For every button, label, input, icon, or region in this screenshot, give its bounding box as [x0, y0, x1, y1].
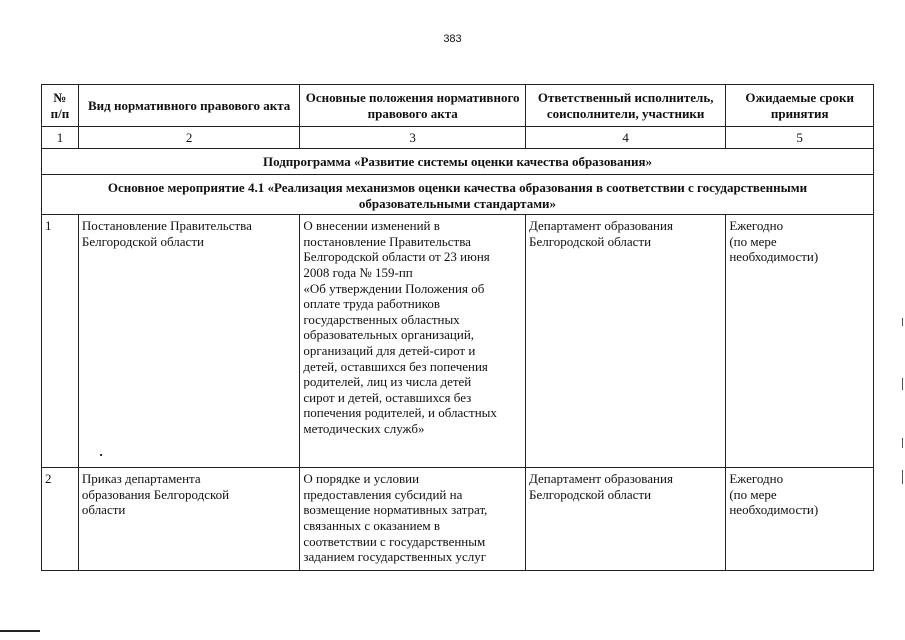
header-terms: Ожидаемые сроки принятия	[726, 85, 874, 127]
row-terms: Ежегодно (по мере необходимости)	[726, 215, 874, 468]
header-resp: Ответственный исполнитель, соисполнители, участники	[526, 85, 726, 127]
scan-mark	[902, 378, 903, 390]
row-num: 2	[42, 468, 79, 571]
row-resp: Департамент образования Белгородской области	[526, 468, 726, 571]
row-main: О внесении изменений в постановление Правительства Белгородской области от 23 июня 2008 года № 159-пп «Об утверждении Положения об оплате труда работников государственных областных образовательных организаций, организаций для детей-сирот и детей, оставшихся без попечения родителей, лиц из числа детей сирот и детей, оставшихся без попечения родителей, и областных методических служб»	[300, 215, 526, 468]
column-number: 1	[42, 127, 79, 149]
scan-speck	[100, 454, 102, 456]
row-terms: Ежегодно (по мере необходимости)	[726, 468, 874, 571]
row-num: 1	[42, 215, 79, 468]
column-number: 3	[300, 127, 526, 149]
subprogram-title: Подпрограмма «Развитие системы оценки качества образования»	[42, 149, 874, 175]
header-main: Основные положения нормативного правового акта	[300, 85, 526, 127]
scan-mark	[902, 438, 903, 448]
scan-mark	[902, 470, 903, 484]
page-number: 383	[443, 33, 462, 45]
subprogram-row	[42, 149, 874, 175]
column-number: 5	[726, 127, 874, 149]
column-number: 4	[526, 127, 726, 149]
header-num: № п/п	[42, 85, 79, 127]
scan-mark	[902, 318, 903, 326]
table-row	[42, 215, 874, 468]
main-event-row	[42, 175, 874, 215]
main-event-title: Основное мероприятие 4.1 «Реализация механизмов оценки качества образования в соответствии с государственными образовательными стандартами»	[42, 175, 874, 215]
legal-acts-table	[41, 84, 874, 571]
row-kind: Постановление Правительства Белгородской области	[78, 215, 299, 468]
table-row	[42, 468, 874, 571]
row-resp: Департамент образования Белгородской области	[526, 215, 726, 468]
column-number: 2	[78, 127, 299, 149]
header-kind: Вид нормативного правового акта	[78, 85, 299, 127]
row-kind: Приказ департамента образования Белгородской области	[78, 468, 299, 571]
column-number-row	[42, 127, 874, 149]
scan-edge-line	[0, 630, 40, 632]
table-header-row	[42, 85, 874, 127]
row-main: О порядке и условии предоставления субсидий на возмещение нормативных затрат, связанных с оказанием в соответствии с государственным заданием государственных услуг	[300, 468, 526, 571]
